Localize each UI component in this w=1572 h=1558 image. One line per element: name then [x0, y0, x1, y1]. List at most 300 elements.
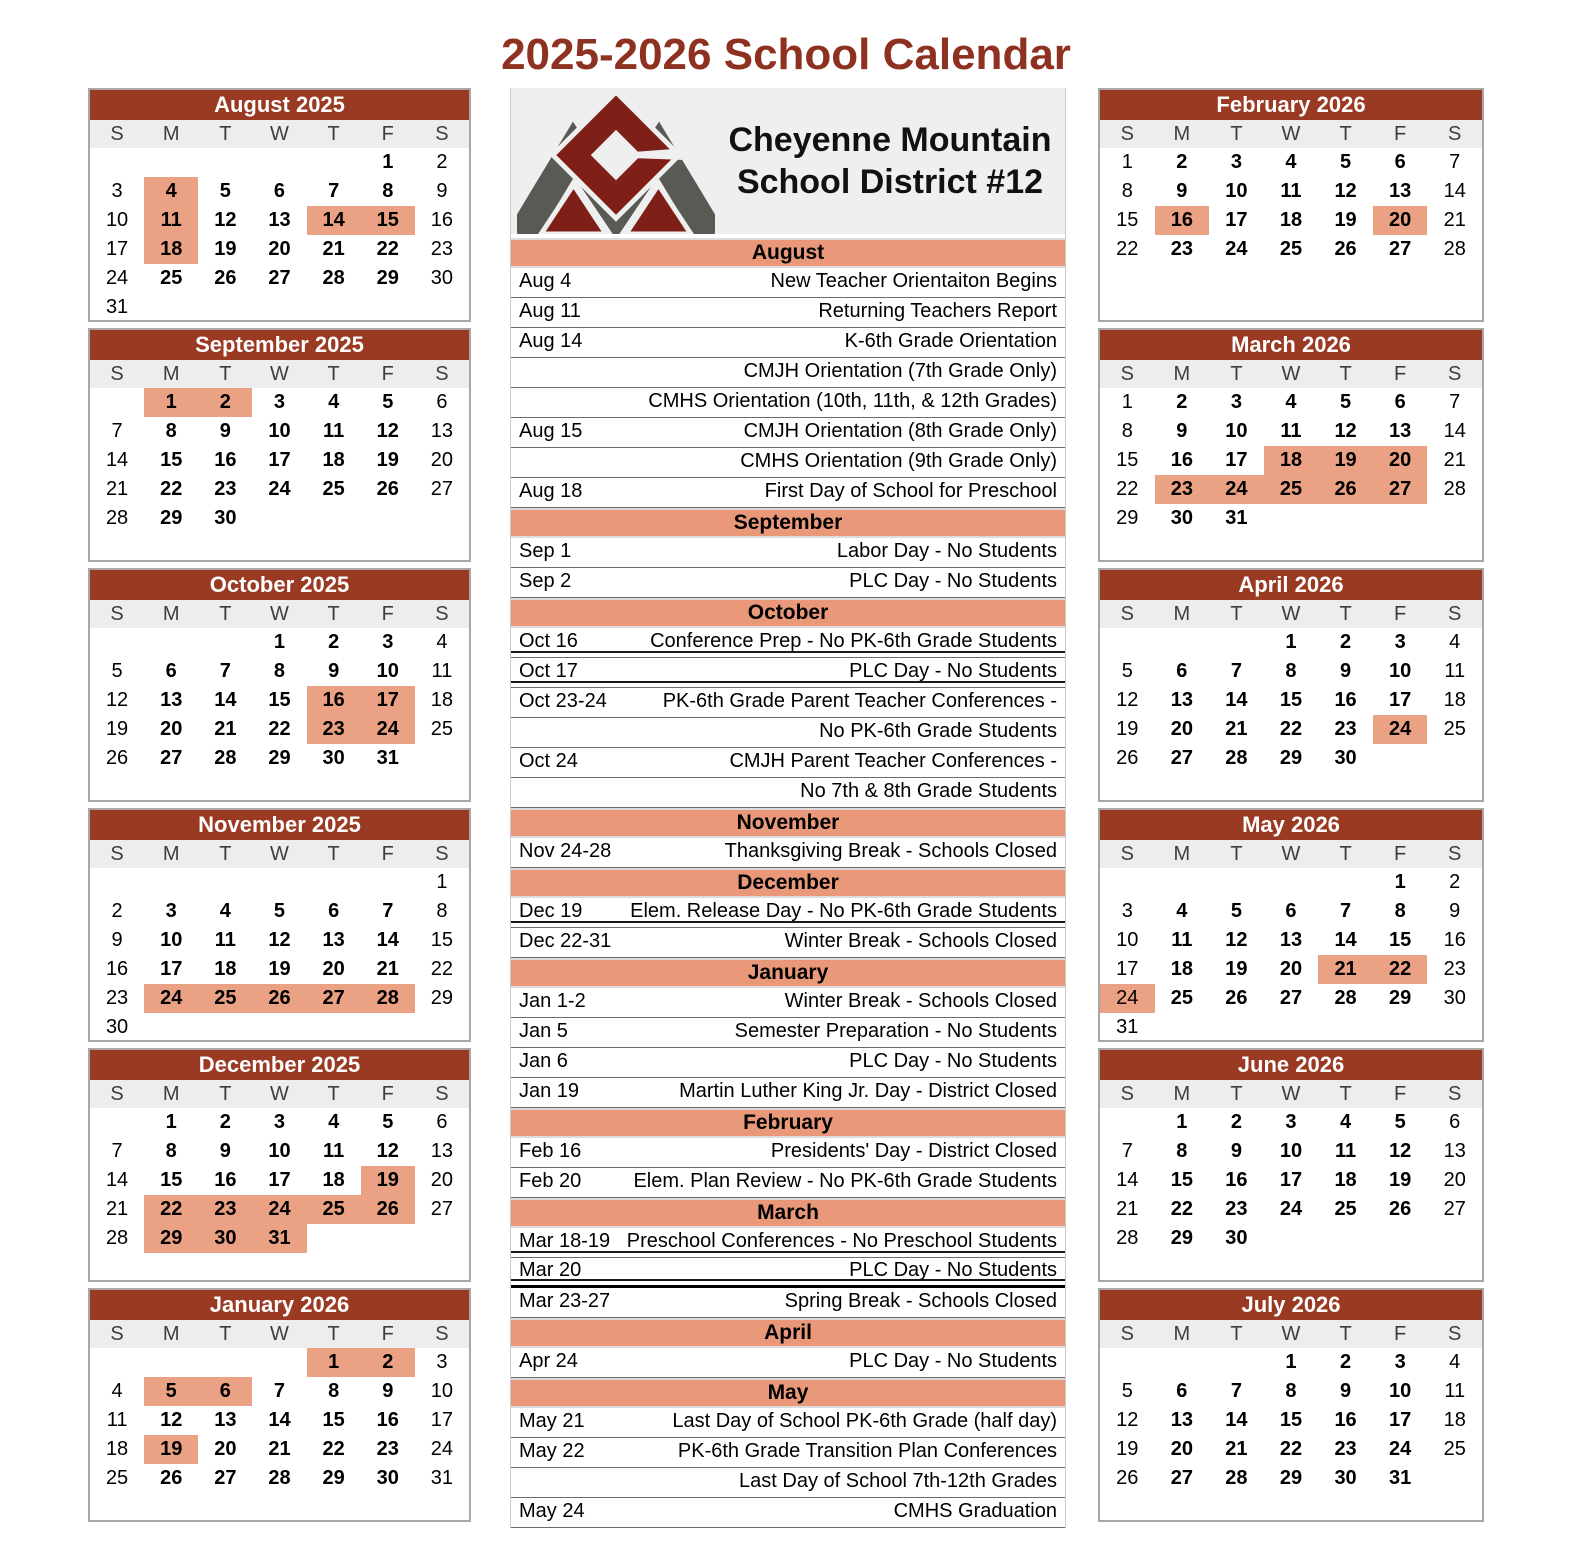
- calendar-october-2025: [88, 568, 471, 802]
- day-cell-7: 7: [1121, 1140, 1133, 1162]
- weekday-letter: S: [1120, 362, 1134, 385]
- day-cell-2: 2: [198, 388, 252, 417]
- day-cell-17: 17: [1279, 1169, 1303, 1191]
- event-date: Aug 18: [519, 480, 583, 502]
- day-cell-2: 2: [1340, 1351, 1352, 1373]
- day-cell-10: 10: [1389, 1380, 1412, 1402]
- calendar-january-2026: [88, 1288, 471, 1522]
- event-month-header: March: [511, 1198, 1065, 1228]
- day-cell-29: 29: [322, 1467, 345, 1489]
- day-cell-6: 6: [1285, 900, 1297, 922]
- event-description: Last Day of School PK-6th Grade (half day): [672, 1410, 1057, 1432]
- day-cell-3: 3: [1394, 1351, 1406, 1373]
- calendar-date-grid: [1100, 868, 1482, 1042]
- event-month-header: September: [511, 508, 1065, 538]
- event-date: Oct 17: [519, 660, 578, 682]
- day-cell-11: 11: [214, 929, 236, 951]
- day-cell-empty: [1100, 1108, 1155, 1137]
- day-cell-21: 21: [268, 1438, 291, 1460]
- day-cell-14: 14: [1225, 689, 1248, 711]
- day-cell-24: 24: [144, 984, 198, 1013]
- day-cell-18: 18: [1264, 446, 1319, 475]
- event-row: [511, 628, 1065, 658]
- day-cell-9: 9: [219, 420, 231, 442]
- district-name: [715, 119, 1065, 204]
- day-cell-13: 13: [1279, 929, 1303, 951]
- weekday-letter: T: [1230, 362, 1243, 385]
- event-row: [511, 898, 1065, 928]
- day-cell-empty: [198, 148, 252, 177]
- day-cell-1: 1: [1285, 631, 1297, 653]
- calendar-date-grid: [1100, 388, 1482, 533]
- day-cell-19: 19: [376, 449, 399, 471]
- day-cell-empty: [307, 868, 361, 897]
- day-cell-14: 14: [214, 689, 237, 711]
- event-description: Martin Luther King Jr. Day - District Closed: [679, 1080, 1057, 1102]
- day-cell-12: 12: [105, 689, 129, 711]
- event-row: [511, 1438, 1065, 1468]
- calendar-date-grid: [90, 148, 469, 322]
- day-cell-25: 25: [1279, 238, 1303, 260]
- day-cell-25: 25: [430, 718, 454, 740]
- day-cell-empty: [90, 628, 144, 657]
- day-cell-3: 3: [111, 180, 123, 202]
- day-cell-10: 10: [1279, 1140, 1303, 1162]
- day-cell-25: 25: [160, 267, 183, 289]
- day-cell-11: 11: [144, 206, 198, 235]
- day-cell-6: 6: [1394, 391, 1406, 413]
- day-cell-15: 15: [361, 206, 415, 235]
- day-cell-17: 17: [430, 1409, 454, 1431]
- day-cell-26: 26: [361, 1195, 415, 1224]
- day-cell-25: 25: [198, 984, 252, 1013]
- day-cell-22: 22: [376, 238, 399, 260]
- event-date: Jan 1-2: [519, 990, 586, 1012]
- day-cell-8: 8: [165, 1140, 177, 1162]
- day-cell-7: 7: [1449, 391, 1461, 413]
- weekday-header-row: [1100, 840, 1482, 868]
- day-cell-16: 16: [1334, 689, 1357, 711]
- event-month-header: May: [511, 1378, 1065, 1408]
- day-cell-23: 23: [1170, 238, 1193, 260]
- day-cell-10: 10: [1225, 180, 1248, 202]
- day-cell-15: 15: [1279, 1409, 1303, 1431]
- day-cell-24: 24: [105, 267, 129, 289]
- event-row: [511, 1228, 1065, 1258]
- weekday-letter: M: [1173, 842, 1191, 865]
- event-date: Aug 11: [519, 300, 581, 322]
- calendar-june-2026: [1098, 1048, 1484, 1282]
- calendar-date-grid: [90, 1108, 469, 1253]
- event-description: PLC Day - No Students: [849, 1050, 1057, 1072]
- day-cell-19: 19: [1334, 209, 1357, 231]
- day-cell-empty: [198, 1013, 252, 1042]
- weekday-header-row: [1100, 1320, 1482, 1348]
- day-cell-5: 5: [111, 660, 123, 682]
- event-description: CMJH Orientation (7th Grade Only): [743, 360, 1057, 382]
- day-cell-3: 3: [382, 631, 394, 653]
- day-cell-21: 21: [214, 718, 237, 740]
- day-cell-13: 13: [268, 209, 291, 231]
- day-cell-24: 24: [252, 1195, 306, 1224]
- day-cell-7: 7: [1230, 1380, 1242, 1402]
- event-row: [511, 1078, 1065, 1108]
- left-calendar-column: [88, 88, 471, 1528]
- event-description: Conference Prep - No PK-6th Grade Students: [650, 630, 1057, 652]
- day-cell-6: 6: [1176, 1380, 1188, 1402]
- day-cell-13: 13: [322, 929, 345, 951]
- weekday-letter: F: [1394, 122, 1407, 145]
- day-cell-15: 15: [430, 929, 454, 951]
- day-cell-12: 12: [1225, 929, 1248, 951]
- day-cell-14: 14: [1443, 420, 1466, 442]
- day-cell-2: 2: [1176, 391, 1188, 413]
- day-cell-4: 4: [1176, 900, 1188, 922]
- event-description: Winter Break - Schools Closed: [784, 990, 1057, 1012]
- event-row: [511, 1258, 1065, 1288]
- day-cell-20: 20: [160, 718, 183, 740]
- day-cell-2: 2: [361, 1348, 415, 1377]
- weekday-letter: S: [110, 1322, 124, 1345]
- day-cell-14: 14: [105, 449, 129, 471]
- weekday-letter: M: [1173, 122, 1191, 145]
- day-cell-11: 11: [1171, 929, 1193, 951]
- weekday-letter: S: [1448, 602, 1462, 625]
- weekday-letter: T: [1230, 1322, 1243, 1345]
- weekday-letter: S: [1120, 122, 1134, 145]
- day-cell-empty: [1155, 1348, 1210, 1377]
- day-cell-empty: [361, 1224, 415, 1253]
- day-cell-24: 24: [1209, 475, 1264, 504]
- day-cell-10: 10: [1116, 929, 1139, 951]
- day-cell-6: 6: [1449, 1111, 1461, 1133]
- day-cell-empty: [90, 1348, 144, 1377]
- day-cell-11: 11: [323, 1140, 345, 1162]
- day-cell-25: 25: [1334, 1198, 1357, 1220]
- day-cell-21: 21: [1225, 1438, 1248, 1460]
- day-cell-10: 10: [430, 1380, 454, 1402]
- weekday-header-row: [1100, 360, 1482, 388]
- day-cell-14: 14: [268, 1409, 291, 1431]
- event-row: [511, 358, 1065, 388]
- day-cell-empty: [1264, 1013, 1319, 1042]
- event-row: [511, 328, 1065, 358]
- day-cell-empty: [90, 388, 144, 417]
- weekday-letter: T: [219, 122, 232, 145]
- day-cell-13: 13: [1170, 1409, 1193, 1431]
- event-month-header: February: [511, 1108, 1065, 1138]
- day-cell-20: 20: [430, 1169, 454, 1191]
- event-date: Mar 23-27: [519, 1290, 611, 1312]
- day-cell-21: 21: [1443, 449, 1466, 471]
- day-cell-19: 19: [1225, 958, 1248, 980]
- day-cell-3: 3: [1394, 631, 1406, 653]
- event-description: CMHS Orientation (9th Grade Only): [740, 450, 1057, 472]
- event-description: PK-6th Grade Transition Plan Conferences: [677, 1440, 1057, 1462]
- weekday-letter: S: [110, 1082, 124, 1105]
- event-date: Nov 24-28: [519, 840, 612, 862]
- day-cell-14: 14: [1334, 929, 1357, 951]
- events-list: [511, 238, 1065, 1528]
- day-cell-9: 9: [111, 929, 123, 951]
- calendar-month-title: January 2026: [90, 1290, 469, 1320]
- day-cell-23: 23: [1334, 1438, 1357, 1460]
- calendar-date-grid: [90, 868, 469, 1042]
- day-cell-empty: [90, 868, 144, 897]
- calendar-month-title: September 2025: [90, 330, 469, 360]
- calendar-date-grid: [1100, 148, 1482, 264]
- event-description: CMHS Orientation (10th, 11th, & 12th Grades): [648, 390, 1057, 412]
- event-row: [511, 1468, 1065, 1498]
- event-month-header: January: [511, 958, 1065, 988]
- weekday-letter: S: [435, 1322, 449, 1345]
- weekday-letter: F: [381, 602, 394, 625]
- event-date: Oct 16: [519, 630, 578, 652]
- day-cell-10: 10: [376, 660, 399, 682]
- day-cell-30: 30: [1443, 987, 1466, 1009]
- weekday-header-row: [90, 360, 469, 388]
- day-cell-28: 28: [1225, 1467, 1248, 1489]
- day-cell-30: 30: [214, 507, 237, 529]
- day-cell-20: 20: [1279, 958, 1303, 980]
- weekday-letter: T: [1339, 1082, 1352, 1105]
- day-cell-12: 12: [1116, 1409, 1139, 1431]
- day-cell-16: 16: [214, 449, 237, 471]
- day-cell-4: 4: [1285, 151, 1297, 173]
- day-cell-23: 23: [198, 1195, 252, 1224]
- day-cell-5: 5: [1340, 391, 1352, 413]
- day-cell-27: 27: [307, 984, 361, 1013]
- calendar-march-2026: [1098, 328, 1484, 562]
- day-cell-31: 31: [1389, 1467, 1412, 1489]
- event-row: [511, 688, 1065, 718]
- weekday-letter: S: [110, 842, 124, 865]
- weekday-letter: T: [1230, 122, 1243, 145]
- calendar-month-title: December 2025: [90, 1050, 469, 1080]
- day-cell-1: 1: [1121, 391, 1133, 413]
- weekday-letter: S: [1448, 362, 1462, 385]
- weekday-letter: T: [1339, 602, 1352, 625]
- day-cell-empty: [144, 868, 198, 897]
- weekday-letter: T: [219, 1322, 232, 1345]
- event-date: Jan 19: [519, 1080, 580, 1102]
- page-title: 2025-2026 School Calendar: [501, 30, 1071, 79]
- day-cell-27: 27: [1389, 238, 1412, 260]
- day-cell-14: 14: [307, 206, 361, 235]
- day-cell-4: 4: [111, 1380, 123, 1402]
- weekday-letter: F: [1394, 362, 1407, 385]
- day-cell-1: 1: [1394, 871, 1406, 893]
- weekday-header-row: [90, 600, 469, 628]
- day-cell-25: 25: [1443, 1438, 1466, 1460]
- day-cell-3: 3: [1230, 391, 1242, 413]
- event-date: Mar 20: [519, 1259, 582, 1281]
- day-cell-8: 8: [382, 180, 394, 202]
- day-cell-26: 26: [160, 1467, 183, 1489]
- calendar-december-2025: [88, 1048, 471, 1282]
- weekday-header-row: [1100, 600, 1482, 628]
- event-description: CMHS Graduation: [893, 1500, 1057, 1522]
- day-cell-19: 19: [1116, 718, 1139, 740]
- day-cell-13: 13: [430, 1140, 454, 1162]
- day-cell-28: 28: [105, 1227, 129, 1249]
- day-cell-1: 1: [165, 1111, 177, 1133]
- event-description: Last Day of School 7th-12th Grades: [739, 1470, 1057, 1492]
- day-cell-20: 20: [1443, 1169, 1466, 1191]
- calendar-september-2025: [88, 328, 471, 562]
- day-cell-9: 9: [1340, 1380, 1352, 1402]
- day-cell-6: 6: [165, 660, 177, 682]
- day-cell-4: 4: [1449, 631, 1461, 653]
- weekday-letter: W: [1281, 842, 1301, 865]
- day-cell-1: 1: [144, 388, 198, 417]
- day-cell-30: 30: [198, 1224, 252, 1253]
- event-date: Mar 18-19: [519, 1230, 611, 1252]
- day-cell-empty: [1264, 1224, 1319, 1253]
- event-row: [511, 1348, 1065, 1378]
- event-date: Feb 20: [519, 1170, 582, 1192]
- day-cell-6: 6: [328, 900, 340, 922]
- day-cell-25: 25: [1170, 987, 1193, 1009]
- day-cell-26: 26: [376, 478, 399, 500]
- day-cell-8: 8: [1394, 900, 1406, 922]
- calendar-date-grid: [90, 388, 469, 533]
- weekday-letter: W: [270, 1082, 289, 1105]
- day-cell-23: 23: [1334, 718, 1357, 740]
- day-cell-empty: [307, 1013, 361, 1042]
- day-cell-3: 3: [1285, 1111, 1297, 1133]
- day-cell-empty: [1373, 1013, 1428, 1042]
- event-row: [511, 1408, 1065, 1438]
- day-cell-15: 15: [160, 449, 183, 471]
- weekday-header-row: [90, 120, 469, 148]
- day-cell-empty: [252, 148, 306, 177]
- day-cell-26: 26: [105, 747, 129, 769]
- day-cell-15: 15: [1170, 1169, 1193, 1191]
- weekday-letter: T: [327, 842, 340, 865]
- day-cell-20: 20: [1373, 206, 1428, 235]
- event-date: Feb 16: [519, 1140, 582, 1162]
- day-cell-26: 26: [1334, 238, 1357, 260]
- event-description: Thanksgiving Break - Schools Closed: [724, 840, 1057, 862]
- calendar-july-2026: [1098, 1288, 1484, 1522]
- day-cell-28: 28: [105, 507, 129, 529]
- day-cell-18: 18: [1334, 1169, 1357, 1191]
- day-cell-2: 2: [1176, 151, 1188, 173]
- day-cell-27: 27: [430, 1198, 454, 1220]
- day-cell-22: 22: [430, 958, 454, 980]
- weekday-letter: W: [1281, 1322, 1301, 1345]
- weekday-letter: M: [162, 362, 180, 385]
- weekday-letter: T: [327, 1082, 340, 1105]
- day-cell-empty: [1373, 744, 1428, 773]
- event-month-header: April: [511, 1318, 1065, 1348]
- day-cell-16: 16: [1443, 929, 1466, 951]
- event-month-header: December: [511, 868, 1065, 898]
- day-cell-7: 7: [328, 180, 340, 202]
- event-description: Returning Teachers Report: [818, 300, 1057, 322]
- day-cell-29: 29: [1389, 987, 1412, 1009]
- day-cell-empty: [1100, 868, 1155, 897]
- event-row: [511, 1018, 1065, 1048]
- day-cell-20: 20: [1170, 1438, 1193, 1460]
- day-cell-23: 23: [307, 715, 361, 744]
- day-cell-5: 5: [144, 1377, 198, 1406]
- day-cell-20: 20: [268, 238, 291, 260]
- event-row: [511, 658, 1065, 688]
- day-cell-30: 30: [430, 267, 454, 289]
- event-row: [511, 838, 1065, 868]
- day-cell-26: 26: [1225, 987, 1248, 1009]
- weekday-letter: T: [219, 602, 232, 625]
- district-name-line2: School District #12: [736, 163, 1044, 201]
- event-date: Dec 22-31: [519, 930, 612, 952]
- event-description: Labor Day - No Students: [836, 540, 1057, 562]
- district-logo-icon: [517, 88, 715, 234]
- day-cell-22: 22: [1170, 1198, 1193, 1220]
- weekday-letter: S: [110, 602, 124, 625]
- day-cell-empty: [252, 1013, 306, 1042]
- day-cell-22: 22: [268, 718, 291, 740]
- day-cell-25: 25: [307, 1195, 361, 1224]
- day-cell-16: 16: [376, 1409, 399, 1431]
- weekday-letter: T: [1339, 362, 1352, 385]
- day-cell-22: 22: [160, 478, 183, 500]
- day-cell-4: 4: [328, 391, 340, 413]
- day-cell-31: 31: [252, 1224, 306, 1253]
- day-cell-17: 17: [268, 1169, 291, 1191]
- day-cell-11: 11: [323, 420, 345, 442]
- day-cell-empty: [144, 293, 198, 322]
- weekday-letter: F: [381, 362, 394, 385]
- day-cell-empty: [415, 1013, 469, 1042]
- day-cell-26: 26: [1116, 747, 1139, 769]
- weekday-letter: T: [219, 1082, 232, 1105]
- day-cell-11: 11: [1280, 180, 1302, 202]
- day-cell-empty: [144, 628, 198, 657]
- day-cell-empty: [144, 148, 198, 177]
- day-cell-27: 27: [1443, 1198, 1466, 1220]
- day-cell-29: 29: [1116, 507, 1139, 529]
- calendar-month-title: February 2026: [1100, 90, 1482, 120]
- day-cell-15: 15: [1279, 689, 1303, 711]
- day-cell-15: 15: [1116, 209, 1139, 231]
- weekday-letter: W: [270, 1322, 289, 1345]
- day-cell-21: 21: [1225, 718, 1248, 740]
- day-cell-24: 24: [361, 715, 415, 744]
- day-cell-18: 18: [1443, 1409, 1466, 1431]
- day-cell-2: 2: [111, 900, 123, 922]
- day-cell-11: 11: [106, 1409, 128, 1431]
- day-cell-28: 28: [1443, 238, 1466, 260]
- day-cell-16: 16: [1155, 206, 1210, 235]
- weekday-letter: F: [1394, 842, 1407, 865]
- event-date: Aug 4: [519, 270, 572, 292]
- day-cell-7: 7: [1340, 900, 1352, 922]
- calendar-november-2025: [88, 808, 471, 1042]
- day-cell-18: 18: [1443, 689, 1466, 711]
- day-cell-7: 7: [273, 1380, 286, 1402]
- day-cell-5: 5: [273, 900, 286, 922]
- day-cell-28: 28: [1334, 987, 1357, 1009]
- day-cell-16: 16: [430, 209, 454, 231]
- day-cell-empty: [252, 504, 306, 533]
- day-cell-9: 9: [1449, 900, 1461, 922]
- day-cell-8: 8: [1285, 660, 1297, 682]
- weekday-letter: S: [1120, 1322, 1134, 1345]
- day-cell-21: 21: [1318, 955, 1373, 984]
- day-cell-26: 26: [252, 984, 306, 1013]
